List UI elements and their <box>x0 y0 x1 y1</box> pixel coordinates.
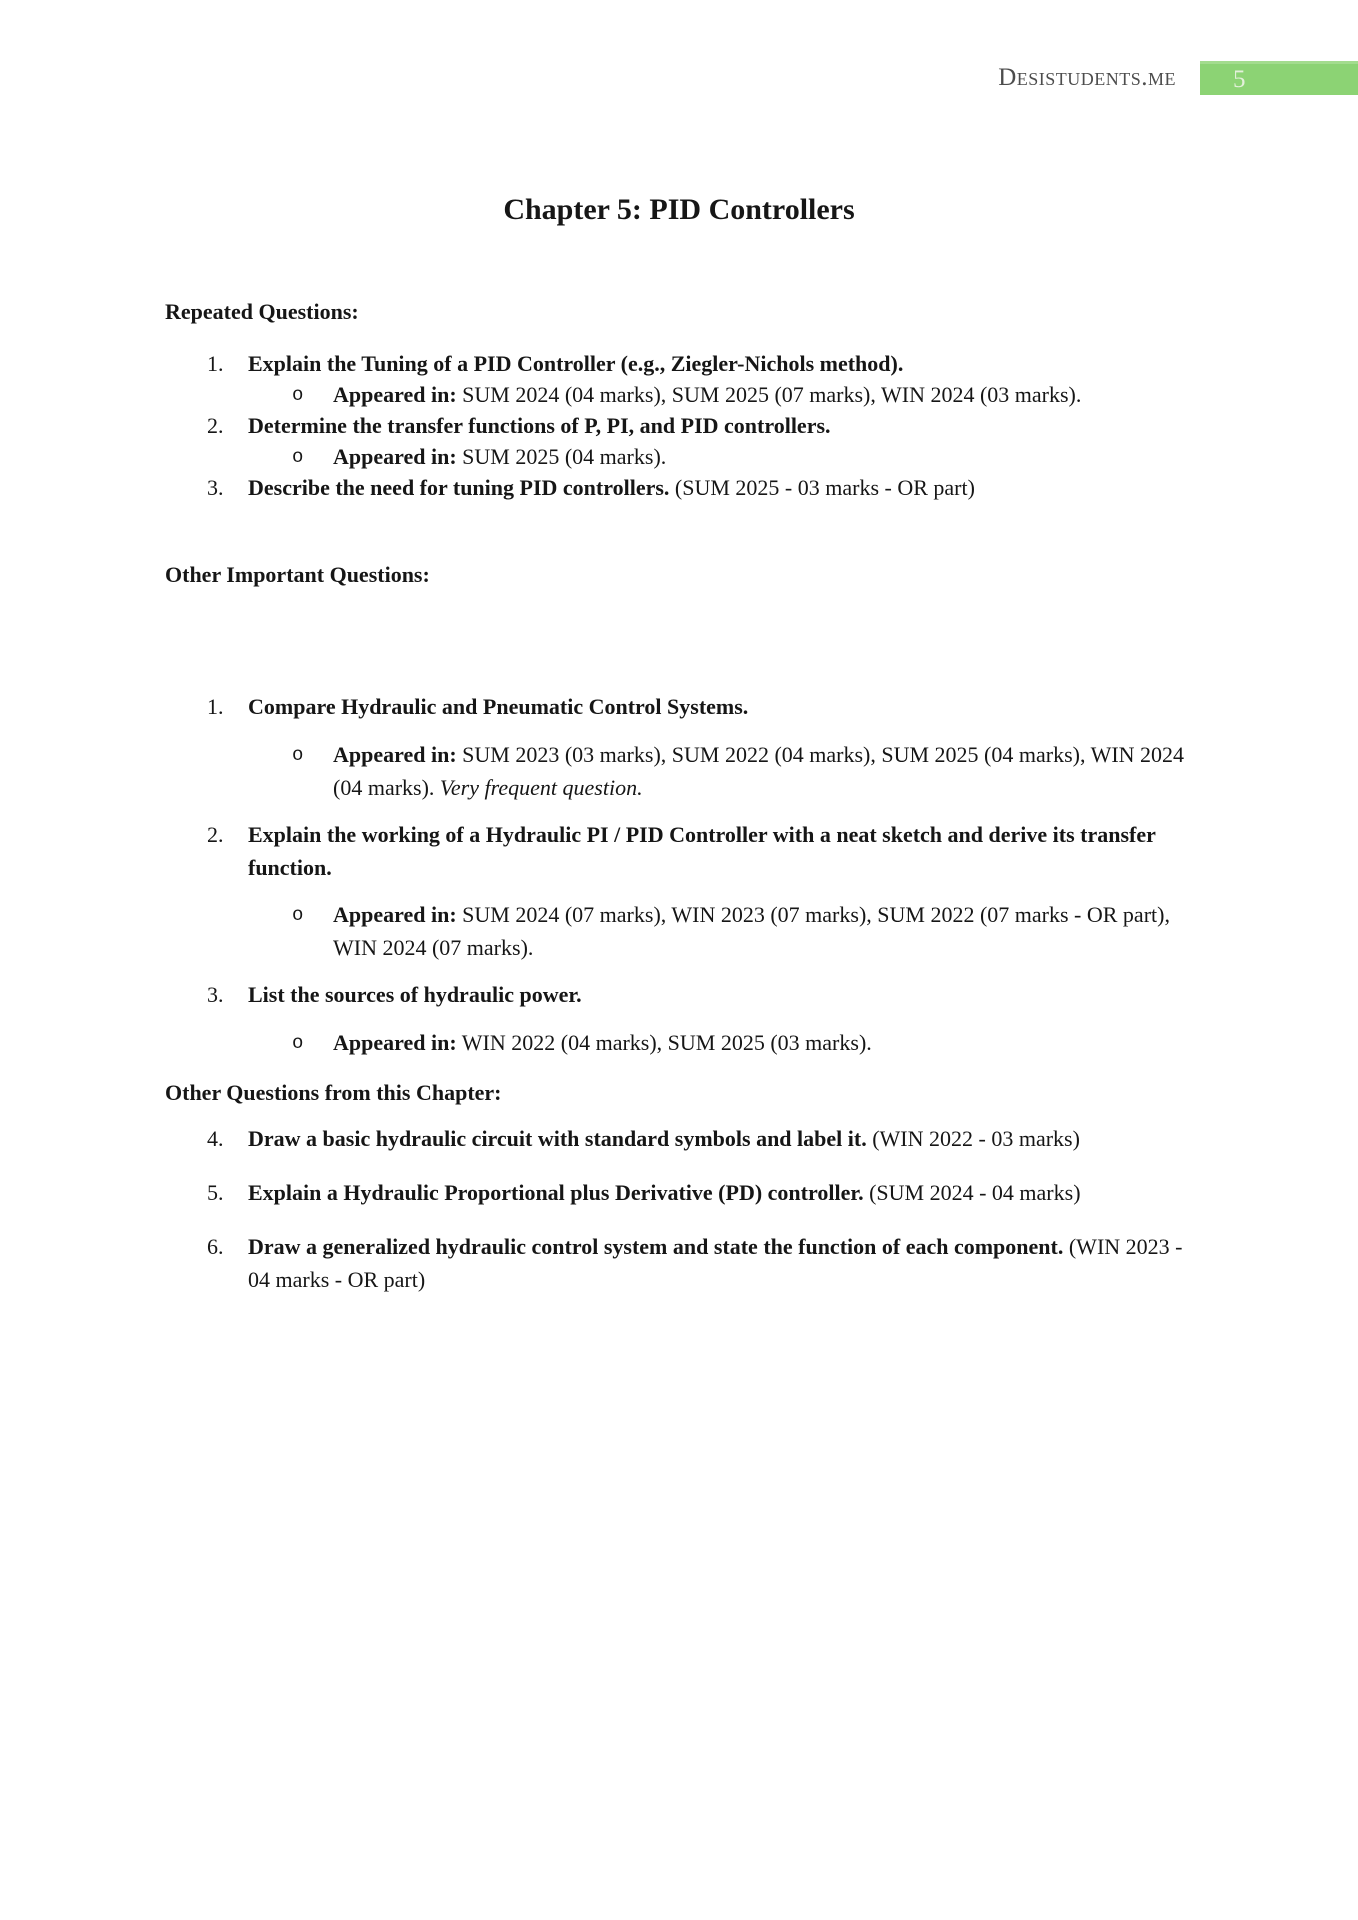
question-text: Describe the need for tuning PID controllers. <box>248 475 670 500</box>
question-item <box>207 1176 1193 1209</box>
appeared-bullet <box>292 738 1193 804</box>
appeared-text: SUM 2025 (04 marks). <box>456 444 667 469</box>
question-number: 1. <box>207 694 224 719</box>
site-name: Desistudents.me <box>998 64 1176 91</box>
question-number: 4. <box>207 1126 224 1151</box>
question-item <box>207 410 1193 441</box>
appeared-text: WIN 2022 (04 marks), SUM 2025 (03 marks). <box>456 1030 872 1055</box>
section-heading-other-important: Other Important Questions: <box>165 562 430 587</box>
question-note: (SUM 2025 - 03 marks - OR part) <box>669 475 975 500</box>
question-text: Draw a basic hydraulic circuit with standard symbols and label it. <box>248 1126 867 1151</box>
appeared-label: Appeared in: <box>333 742 457 767</box>
appeared-label: Appeared in: <box>333 902 457 927</box>
question-item <box>207 978 1193 1011</box>
question-number: 3. <box>207 982 224 1007</box>
bullet-marker: o <box>292 1032 304 1054</box>
repeated-questions-list <box>165 348 1193 503</box>
question-item <box>207 1122 1193 1155</box>
section-heading-repeated: Repeated Questions: <box>165 299 359 324</box>
question-text: Explain a Hydraulic Proportional plus Derivative (PD) controller. <box>248 1180 864 1205</box>
question-number: 3. <box>207 475 224 500</box>
question-item <box>207 818 1193 884</box>
question-item <box>207 1230 1193 1296</box>
appeared-label: Appeared in: <box>333 382 457 407</box>
question-text: Explain the working of a Hydraulic PI / PID Controller with a neat sketch and derive its transfer function. <box>248 822 1156 880</box>
page-number: 5 <box>1233 65 1246 93</box>
appeared-text: SUM 2024 (04 marks), SUM 2025 (07 marks), WIN 2024 (03 marks). <box>456 382 1082 407</box>
other-important-questions-list <box>165 690 1193 1059</box>
question-number: 6. <box>207 1234 224 1259</box>
page-number-badge <box>1200 61 1358 95</box>
appeared-bullet <box>292 898 1193 964</box>
question-number: 5. <box>207 1180 224 1205</box>
appeared-label: Appeared in: <box>333 444 457 469</box>
appeared-note-italic: Very frequent question. <box>439 775 643 800</box>
appeared-bullet <box>292 1026 1193 1059</box>
bullet-marker: o <box>292 744 304 766</box>
question-number: 1. <box>207 351 224 376</box>
section-heading-other-chapter: Other Questions from this Chapter: <box>165 1080 502 1105</box>
question-number: 2. <box>207 822 224 847</box>
bullet-marker: o <box>292 904 304 926</box>
question-text: Explain the Tuning of a PID Controller (e.g., Ziegler-Nichols method). <box>248 351 904 376</box>
page-title: Chapter 5: PID Controllers <box>503 193 855 226</box>
other-chapter-questions-list <box>165 1122 1193 1296</box>
question-text: Determine the transfer functions of P, PI, and PID controllers. <box>248 413 831 438</box>
question-note: (WIN 2023 - 04 marks - OR part) <box>248 1234 1183 1292</box>
appeared-bullet <box>292 379 1193 410</box>
question-text: Draw a generalized hydraulic control system and state the function of each component. <box>248 1234 1064 1259</box>
bullet-marker: o <box>292 384 304 406</box>
question-item <box>207 348 1193 379</box>
appeared-label: Appeared in: <box>333 1030 457 1055</box>
question-text: Compare Hydraulic and Pneumatic Control Systems. <box>248 694 749 719</box>
question-number: 2. <box>207 413 224 438</box>
question-note: (WIN 2022 - 03 marks) <box>866 1126 1080 1151</box>
document-content <box>165 0 1193 1296</box>
appeared-text: SUM 2023 (03 marks), SUM 2022 (04 marks), SUM 2025 (04 marks), WIN 2024 (04 marks). <box>333 742 1185 800</box>
question-note: (SUM 2024 - 04 marks) <box>863 1180 1081 1205</box>
question-item <box>207 690 1193 723</box>
question-text: List the sources of hydraulic power. <box>248 982 582 1007</box>
bullet-marker: o <box>292 446 304 468</box>
appeared-bullet <box>292 441 1193 472</box>
question-item <box>207 472 1193 503</box>
appeared-text: SUM 2024 (07 marks), WIN 2023 (07 marks), SUM 2022 (07 marks - OR part), WIN 2024 (07 marks). <box>333 902 1170 960</box>
